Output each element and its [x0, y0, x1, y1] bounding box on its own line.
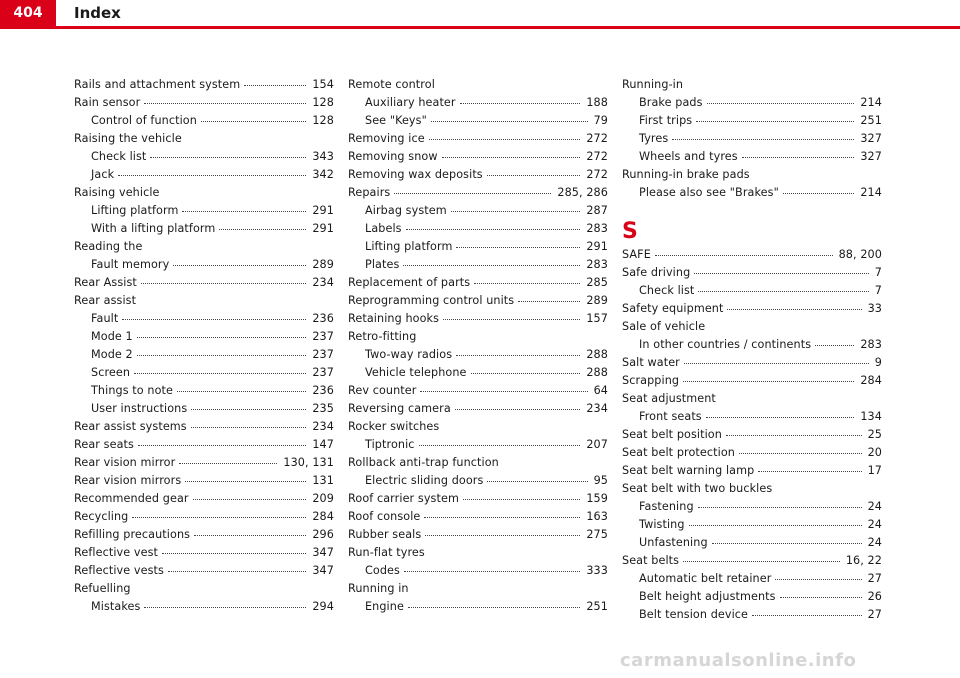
entry-page-number: 291: [312, 204, 334, 217]
entry-page-number: 291: [312, 222, 334, 235]
entry-page-number: 134: [860, 410, 882, 423]
entry-term: Things to note: [91, 384, 174, 397]
dot-leader: [696, 112, 854, 122]
entry-term: Check list: [639, 284, 695, 297]
entry-page-number: 283: [586, 222, 608, 235]
section-letter: S: [622, 219, 638, 244]
dot-leader: [144, 598, 306, 608]
index-subentry: [622, 608, 882, 626]
entry-term: Mistakes: [91, 600, 141, 613]
entry-term: See "Keys": [365, 114, 427, 127]
entry-term: Salt water: [622, 356, 680, 369]
dot-leader: [683, 552, 840, 562]
header-rule: [0, 26, 960, 29]
entry-page-number: 289: [312, 258, 334, 271]
page-header: [0, 0, 960, 30]
entry-page-number: 285, 286: [557, 186, 608, 199]
entry-term: Front seats: [639, 410, 702, 423]
entry-term: Seat belt position: [622, 428, 722, 441]
index-entry: [622, 464, 882, 482]
index-subentry: [74, 222, 334, 240]
entry-term: Seat belt with two buckles: [622, 482, 773, 495]
entry-page-number: 289: [586, 294, 608, 307]
entry-page-number: 291: [586, 240, 608, 253]
entry-term: Check list: [91, 150, 147, 163]
entry-page-number: 287: [586, 204, 608, 217]
entry-page-number: 236: [312, 384, 334, 397]
dot-leader: [672, 130, 854, 140]
entry-term: Roof carrier system: [348, 492, 459, 505]
entry-term: Run-flat tyres: [348, 546, 425, 559]
index-subentry: [348, 438, 608, 456]
entry-page-number: 20: [867, 446, 882, 459]
entry-term: Removing wax deposits: [348, 168, 483, 181]
entry-term: Please also see "Brakes": [639, 186, 779, 199]
dot-leader: [219, 220, 306, 230]
entry-term: Running-in brake pads: [622, 168, 750, 181]
entry-term: Sale of vehicle: [622, 320, 706, 333]
entry-term: Unfastening: [639, 536, 708, 549]
entry-term: Tiptronic: [365, 438, 415, 451]
dot-leader: [404, 562, 580, 572]
index-column-1: [74, 78, 334, 618]
entry-term: Replacement of parts: [348, 276, 471, 289]
entry-page-number: 24: [867, 518, 882, 531]
entry-page-number: 237: [312, 348, 334, 361]
entry-term: Tyres: [639, 132, 669, 145]
dot-leader: [137, 328, 307, 338]
page-number-badge: 404: [0, 0, 56, 26]
dot-leader: [177, 382, 306, 392]
dot-leader: [118, 166, 306, 176]
entry-term: Reflective vest: [74, 546, 159, 559]
watermark: carmanualsonline.info: [620, 650, 857, 671]
entry-term: Removing ice: [348, 132, 425, 145]
entry-term: With a lifting platform: [91, 222, 216, 235]
entry-term: Auxiliary heater: [365, 96, 456, 109]
dot-leader: [463, 490, 580, 500]
dot-leader: [739, 444, 862, 454]
dot-leader: [442, 148, 581, 158]
dot-leader: [712, 534, 862, 544]
entry-term: Rev counter: [348, 384, 417, 397]
entry-term: Scrapping: [622, 374, 680, 387]
entry-term: Airbag system: [365, 204, 447, 217]
entry-term: Running in: [348, 582, 409, 595]
entry-page-number: 296: [312, 528, 334, 541]
entry-term: Rear assist: [74, 294, 137, 307]
entry-term: Plates: [365, 258, 400, 271]
dot-leader: [742, 148, 855, 158]
entry-term: Mode 1: [91, 330, 133, 343]
entry-page-number: 131: [312, 474, 334, 487]
entry-term: Rear assist systems: [74, 420, 187, 433]
entry-term: Retro-fitting: [348, 330, 417, 343]
dot-leader: [403, 256, 580, 266]
entry-term: Rocker switches: [348, 420, 440, 433]
dot-leader: [455, 400, 581, 410]
entry-page-number: 7: [874, 266, 882, 279]
entry-term: Safety equipment: [622, 302, 724, 315]
entry-term: In other countries / continents: [639, 338, 812, 351]
entry-term: Lifting platform: [91, 204, 179, 217]
entry-term: Vehicle telephone: [365, 366, 467, 379]
entry-page-number: 234: [312, 420, 334, 433]
dot-leader: [425, 526, 580, 536]
entry-page-number: 154: [312, 78, 334, 91]
index-entry: [622, 374, 882, 392]
dot-leader: [775, 570, 861, 580]
entry-term: Reflective vests: [74, 564, 164, 577]
entry-term: First trips: [639, 114, 693, 127]
entry-page-number: 24: [867, 500, 882, 513]
entry-term: Mode 2: [91, 348, 133, 361]
dot-leader: [122, 310, 306, 320]
entry-page-number: 207: [586, 438, 608, 451]
dot-leader: [173, 256, 306, 266]
entry-page-number: 288: [586, 348, 608, 361]
dot-leader: [684, 354, 869, 364]
dot-leader: [162, 544, 306, 554]
dot-leader: [424, 508, 580, 518]
dot-leader: [419, 436, 581, 446]
dot-leader: [406, 220, 581, 230]
entry-page-number: 27: [867, 608, 882, 621]
index-entry: [348, 312, 608, 330]
entry-page-number: 272: [586, 150, 608, 163]
dot-leader: [141, 274, 306, 284]
dot-leader: [191, 400, 306, 410]
entry-page-number: 284: [860, 374, 882, 387]
entry-page-number: 327: [860, 132, 882, 145]
dot-leader: [694, 264, 869, 274]
dot-leader: [179, 454, 277, 464]
dot-leader: [408, 598, 580, 608]
entry-page-number: 214: [860, 96, 882, 109]
index-subentry: [74, 168, 334, 186]
entry-term: Reprogramming control units: [348, 294, 515, 307]
index-entry: [74, 564, 334, 582]
entry-term: Raising the vehicle: [74, 132, 182, 145]
dot-leader: [201, 112, 306, 122]
entry-term: Removing snow: [348, 150, 438, 163]
entry-page-number: 64: [593, 384, 608, 397]
index-subentry: [348, 564, 608, 582]
entry-page-number: 79: [593, 114, 608, 127]
entry-term: SAFE: [622, 248, 651, 261]
dot-leader: [780, 588, 862, 598]
entry-page-number: 343: [312, 150, 334, 163]
entry-term: Seat adjustment: [622, 392, 716, 405]
entry-term: Wheels and tyres: [639, 150, 738, 163]
entry-term: Recommended gear: [74, 492, 189, 505]
dot-leader: [168, 562, 306, 572]
entry-page-number: 236: [312, 312, 334, 325]
entry-term: Twisting: [639, 518, 685, 531]
entry-term: Two-way radios: [365, 348, 453, 361]
index-entry: [74, 276, 334, 294]
entry-page-number: 26: [867, 590, 882, 603]
dot-leader: [706, 408, 855, 418]
dot-leader: [431, 112, 588, 122]
entry-term: Repairs: [348, 186, 391, 199]
page-title: Index: [74, 4, 121, 22]
entry-page-number: 33: [867, 302, 882, 315]
dot-leader: [752, 606, 862, 616]
entry-term: Control of function: [91, 114, 197, 127]
entry-page-number: 209: [312, 492, 334, 505]
dot-leader: [726, 426, 862, 436]
dot-leader: [518, 292, 580, 302]
entry-page-number: 157: [586, 312, 608, 325]
dot-leader: [471, 364, 581, 374]
entry-page-number: 159: [586, 492, 608, 505]
dot-leader: [451, 202, 581, 212]
entry-page-number: 342: [312, 168, 334, 181]
entry-term: Fault memory: [91, 258, 170, 271]
dot-leader: [420, 382, 587, 392]
entry-page-number: 333: [586, 564, 608, 577]
entry-term: Rear vision mirrors: [74, 474, 182, 487]
entry-page-number: 283: [586, 258, 608, 271]
entry-term: Recycling: [74, 510, 129, 523]
index-entry: [622, 302, 882, 320]
entry-term: Labels: [365, 222, 402, 235]
dot-leader: [134, 364, 306, 374]
entry-page-number: 234: [312, 276, 334, 289]
dot-leader: [698, 498, 862, 508]
entry-term: Running-in: [622, 78, 684, 91]
entry-page-number: 237: [312, 330, 334, 343]
entry-term: Engine: [365, 600, 404, 613]
dot-leader: [394, 184, 551, 194]
entry-page-number: 251: [860, 114, 882, 127]
entry-term: User instructions: [91, 402, 188, 415]
entry-page-number: 147: [312, 438, 334, 451]
entry-term: Rubber seals: [348, 528, 422, 541]
entry-term: Rollback anti-trap function: [348, 456, 499, 469]
entry-term: Brake pads: [639, 96, 703, 109]
entry-page-number: 275: [586, 528, 608, 541]
entry-page-number: 16, 22: [845, 554, 882, 567]
dot-leader: [132, 508, 306, 518]
dot-leader: [698, 282, 868, 292]
entry-term: Jack: [91, 168, 115, 181]
dot-leader: [689, 516, 862, 526]
entry-term: Screen: [91, 366, 131, 379]
index-entry: [348, 402, 608, 420]
dot-leader: [474, 274, 580, 284]
dot-leader: [193, 490, 307, 500]
entry-page-number: 88, 200: [838, 248, 882, 261]
entry-term: Roof console: [348, 510, 421, 523]
dot-leader: [244, 76, 306, 86]
entry-page-number: 237: [312, 366, 334, 379]
dot-leader: [707, 94, 855, 104]
entry-page-number: 163: [586, 510, 608, 523]
dot-leader: [443, 310, 580, 320]
index-subentry: [74, 114, 334, 132]
dot-leader: [460, 94, 581, 104]
entry-term: Rain sensor: [74, 96, 141, 109]
entry-page-number: 272: [586, 168, 608, 181]
entry-page-number: 294: [312, 600, 334, 613]
entry-page-number: 347: [312, 564, 334, 577]
entry-page-number: 214: [860, 186, 882, 199]
entry-page-number: 272: [586, 132, 608, 145]
entry-page-number: 347: [312, 546, 334, 559]
dot-leader: [182, 202, 306, 212]
dot-leader: [758, 462, 861, 472]
index-column-3: [622, 78, 882, 626]
dot-leader: [191, 418, 307, 428]
dot-leader: [727, 300, 861, 310]
entry-page-number: 25: [867, 428, 882, 441]
dot-leader: [456, 238, 580, 248]
dot-leader: [185, 472, 306, 482]
dot-leader: [138, 436, 306, 446]
entry-page-number: 95: [593, 474, 608, 487]
entry-page-number: 288: [586, 366, 608, 379]
entry-term: Raising vehicle: [74, 186, 160, 199]
index-entry: [348, 528, 608, 546]
entry-term: Rear seats: [74, 438, 134, 451]
entry-term: Belt height adjustments: [639, 590, 776, 603]
dot-leader: [194, 526, 306, 536]
dot-leader: [783, 184, 855, 194]
entry-page-number: 17: [867, 464, 882, 477]
entry-term: Fault: [91, 312, 119, 325]
entry-page-number: 27: [867, 572, 882, 585]
entry-term: Reading the: [74, 240, 143, 253]
entry-term: Rear Assist: [74, 276, 137, 289]
dot-leader: [150, 148, 306, 158]
entry-page-number: 327: [860, 150, 882, 163]
entry-page-number: 235: [312, 402, 334, 415]
entry-term: Rear vision mirror: [74, 456, 176, 469]
entry-page-number: 234: [586, 402, 608, 415]
entry-term: Fastening: [639, 500, 694, 513]
index-subentry: [348, 600, 608, 618]
entry-page-number: 7: [874, 284, 882, 297]
dot-leader: [137, 346, 307, 356]
entry-term: Remote control: [348, 78, 435, 91]
entry-term: Reversing camera: [348, 402, 451, 415]
entry-term: Rails and attachment system: [74, 78, 241, 91]
entry-page-number: 24: [867, 536, 882, 549]
index-subentry: [622, 150, 882, 168]
entry-term: Seat belt warning lamp: [622, 464, 755, 477]
index-subentry: [74, 600, 334, 618]
entry-page-number: 284: [312, 510, 334, 523]
entry-page-number: 128: [312, 96, 334, 109]
entry-page-number: 128: [312, 114, 334, 127]
entry-term: Codes: [365, 564, 400, 577]
dot-leader: [487, 472, 587, 482]
entry-term: Retaining hooks: [348, 312, 440, 325]
entry-term: Automatic belt retainer: [639, 572, 772, 585]
entry-page-number: 188: [586, 96, 608, 109]
entry-term: Electric sliding doors: [365, 474, 484, 487]
dot-leader: [655, 246, 833, 256]
entry-term: Safe driving: [622, 266, 691, 279]
dot-leader: [683, 372, 854, 382]
entry-term: Seat belt protection: [622, 446, 735, 459]
entry-page-number: 251: [586, 600, 608, 613]
dot-leader: [144, 94, 306, 104]
dot-leader: [429, 130, 581, 140]
entry-term: Belt tension device: [639, 608, 749, 621]
entry-term: Seat belts: [622, 554, 680, 567]
index-subentry: [622, 186, 882, 204]
entry-term: Refilling precautions: [74, 528, 191, 541]
dot-leader: [487, 166, 581, 176]
dot-leader: [456, 346, 580, 356]
entry-page-number: 9: [874, 356, 882, 369]
entry-page-number: 130, 131: [283, 456, 334, 469]
entry-term: Lifting platform: [365, 240, 453, 253]
entry-term: Refuelling: [74, 582, 131, 595]
index-column-2: [348, 78, 608, 618]
entry-page-number: 285: [586, 276, 608, 289]
entry-page-number: 283: [860, 338, 882, 351]
dot-leader: [815, 336, 854, 346]
